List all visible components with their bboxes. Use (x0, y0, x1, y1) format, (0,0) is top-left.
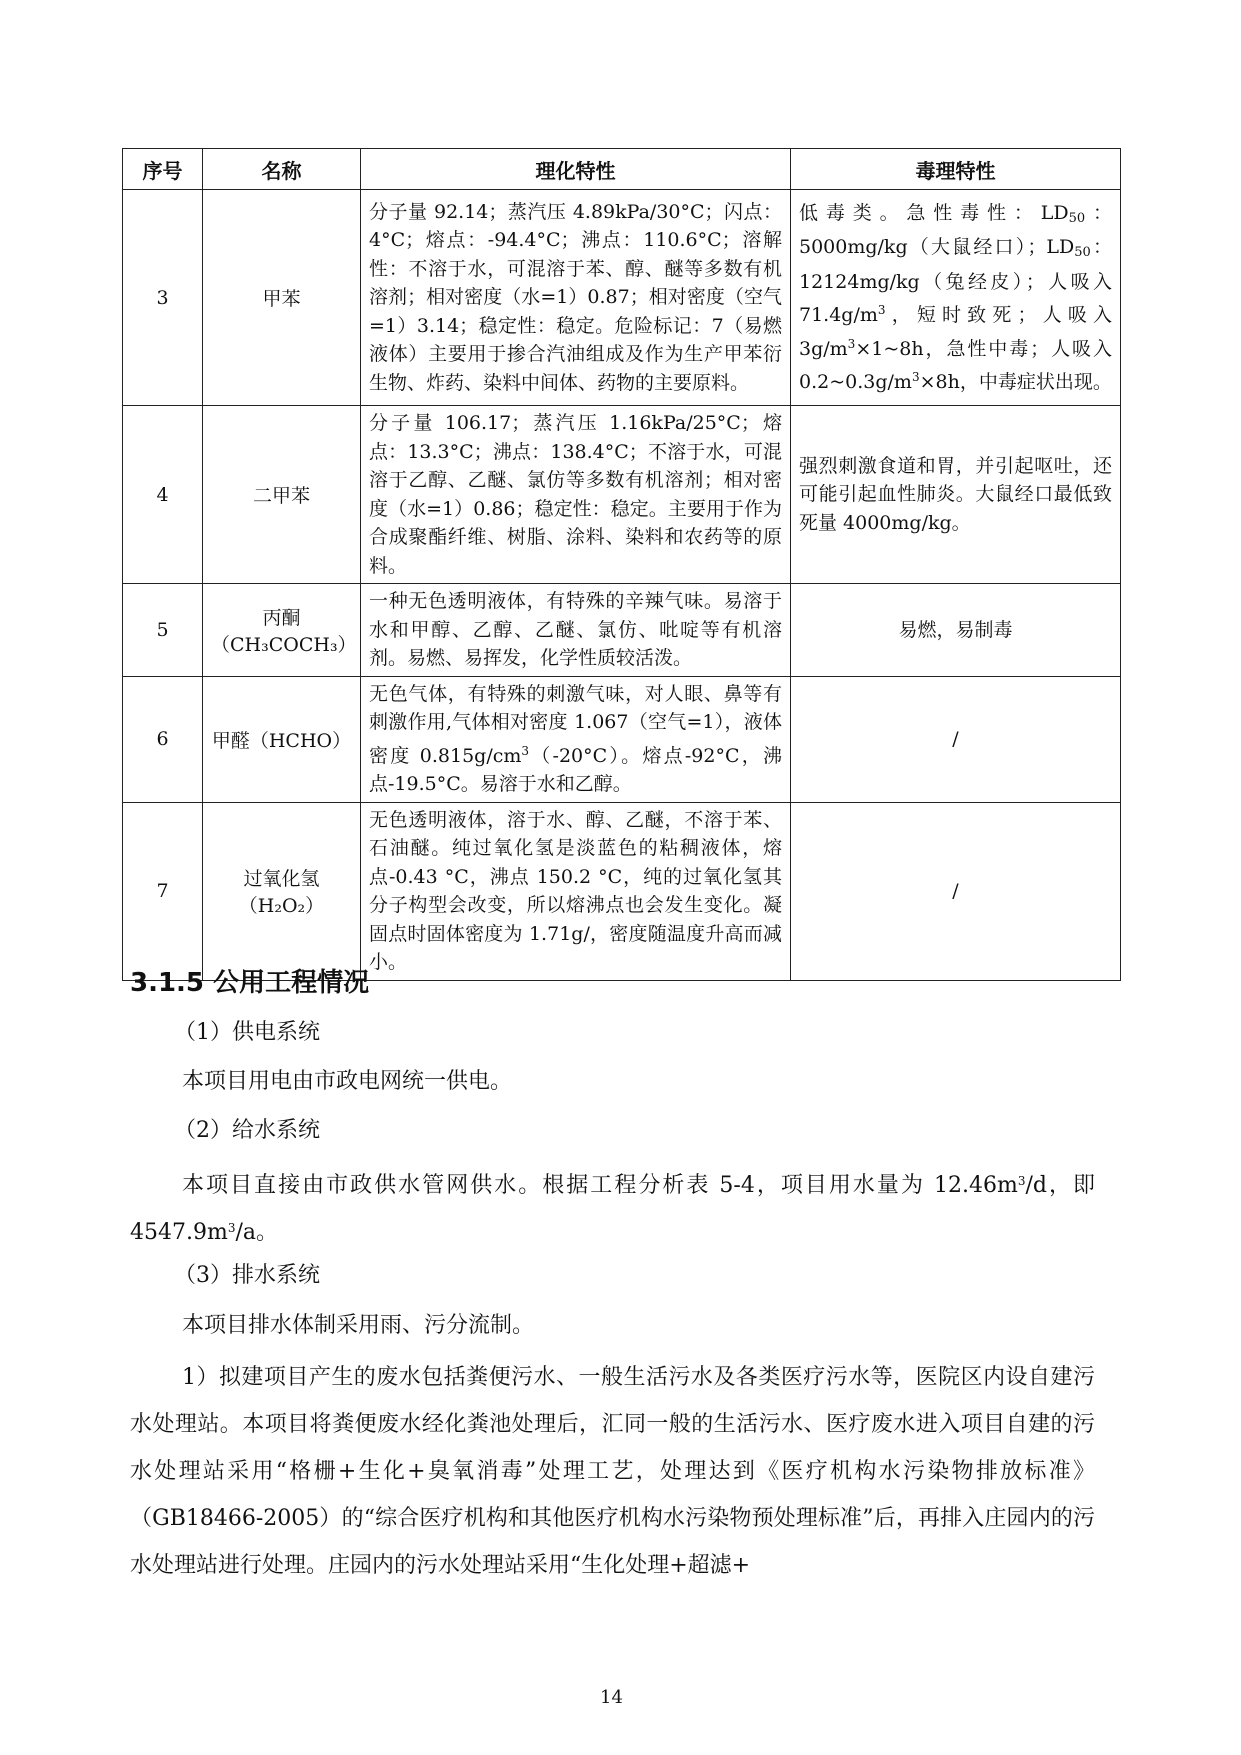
table-row (123, 190, 1121, 406)
drain-heading: （3）排水系统 (174, 1263, 320, 1288)
section-title: 3.1.5 公用工程情况 (130, 968, 370, 998)
drain-text: 本项目排水体制采用雨、污分流制。 (182, 1313, 535, 1338)
water-text: 本项目直接由市政供水管网供水。根据工程分析表 5-4，项目用水量为 $12.46m^3/d$，即 $4547.9m^3/a$。 (130, 1173, 1095, 1245)
table-row (123, 584, 1121, 677)
row-name: 甲苯 (203, 190, 361, 406)
row-tox: 低毒类。急性毒性：$LD_{50}$：5000mg/kg（大鼠经口）；$LD_{50}$：12124mg/kg（兔经皮）；人吸入 $71.4g/m^3$，短时致死；人吸入 $3g/m^3\times 1\sim 8h$，急性中毒；人吸入 $0.2\sim 0.3g/m^3\times 8h$，中毒症状出现。 (791, 190, 1121, 406)
row-tox: 强烈刺激食道和胃，并引起呕吐，还可能引起血性肺炎。大鼠经口最低致死量 4000mg/kg。 (791, 406, 1121, 584)
power-text: 本项目用电由市政电网统一供电。 (182, 1069, 513, 1094)
header-physchem: 理化特性 (361, 149, 791, 190)
row-props: 分子量 92.14；蒸汽压 4.89kPa/30°C；闪点：4°C；熔点：-94.4°C；沸点：110.6°C；溶解性：不溶于水，可混溶于苯、醇、醚等多数有机溶剂；相对密度（水=1）0.87；相对密度（空气=1）3.14；稳定性：稳定。危险标记：7（易燃液体）主要用于掺合汽油组成及作为生产甲苯衍生物、炸药、染料中间体、药物的主要原料。 (361, 190, 791, 406)
row-name: 甲醛（HCHO） (203, 676, 361, 802)
row-props: 无色透明液体，溶于水、醇、乙醚，不溶于苯、石油醚。纯过氧化氢是淡蓝色的粘稠液体，熔点-0.43 °C，沸点 150.2 °C，纯的过氧化氢其分子构型会改变，所以熔沸点也会发生变化。凝固点时固体密度为 1.71g/，密度随温度升高而减小。 (361, 802, 791, 980)
row-tox: / (791, 802, 1121, 980)
table-header-row (123, 149, 1121, 190)
row-tox: / (791, 676, 1121, 802)
row-no: 6 (123, 676, 203, 802)
table-row (123, 406, 1121, 584)
header-toxicology: 毒理特性 (791, 149, 1121, 190)
row-no: 3 (123, 190, 203, 406)
water-heading: （2）给水系统 (174, 1118, 320, 1143)
row-props: 无色气体，有特殊的刺激气味，对人眼、鼻等有刺激作用,气体相对密度 1.067（空气=1），液体密度 $0.815g/cm^3(-20^\circ C)$。熔点-92°C，沸点-19.5°C。易溶于水和乙醇。 (361, 676, 791, 802)
header-no: 序号 (123, 149, 203, 190)
row-props: 分子量 106.17；蒸汽压 1.16kPa/25°C；熔点：13.3°C；沸点：138.4°C；不溶于水，可混溶于乙醇、乙醚、氯仿等多数有机溶剂；相对密度（水=1）0.86；稳定性：稳定。主要用于作为合成聚酯纤维、树脂、涂料、染料和农药等的原料。 (361, 406, 791, 584)
header-name: 名称 (203, 149, 361, 190)
power-heading: （1）供电系统 (174, 1020, 320, 1045)
row-tox: 易燃，易制毒 (791, 584, 1121, 677)
chemical-properties-table (122, 148, 1121, 981)
row-no: 4 (123, 406, 203, 584)
row-props: 一种无色透明液体，有特殊的辛辣气味。易溶于水和甲醇、乙醇、乙醚、氯仿、吡啶等有机溶剂。易燃、易挥发，化学性质较活泼。 (361, 584, 791, 677)
table-row (123, 676, 1121, 802)
row-name: 过氧化氢（H₂O₂） (203, 802, 361, 980)
row-name: 二甲苯 (203, 406, 361, 584)
page-number: 14 (600, 1687, 623, 1708)
row-no: 7 (123, 802, 203, 980)
row-no: 5 (123, 584, 203, 677)
table-row (123, 802, 1121, 980)
row-name: 丙酮（CH₃COCH₃） (203, 584, 361, 677)
drain-detail: 1）拟建项目产生的废水包括粪便污水、一般生活污水及各类医疗污水等，医院区内设自建污水处理站。本项目将粪便废水经化粪池处理后，汇同一般的生活污水、医疗废水进入项目自建的污水处理站采用“格栅+生化+臭氧消毒”处理工艺，处理达到《医疗机构水污染物排放标准》（GB18466-2005）的“综合医疗机构和其他医疗机构水污染物预处理标准”后，再排入庄园内的污水处理站进行处理。庄园内的污水处理站采用“生化处理+超滤+ (130, 1365, 1095, 1578)
